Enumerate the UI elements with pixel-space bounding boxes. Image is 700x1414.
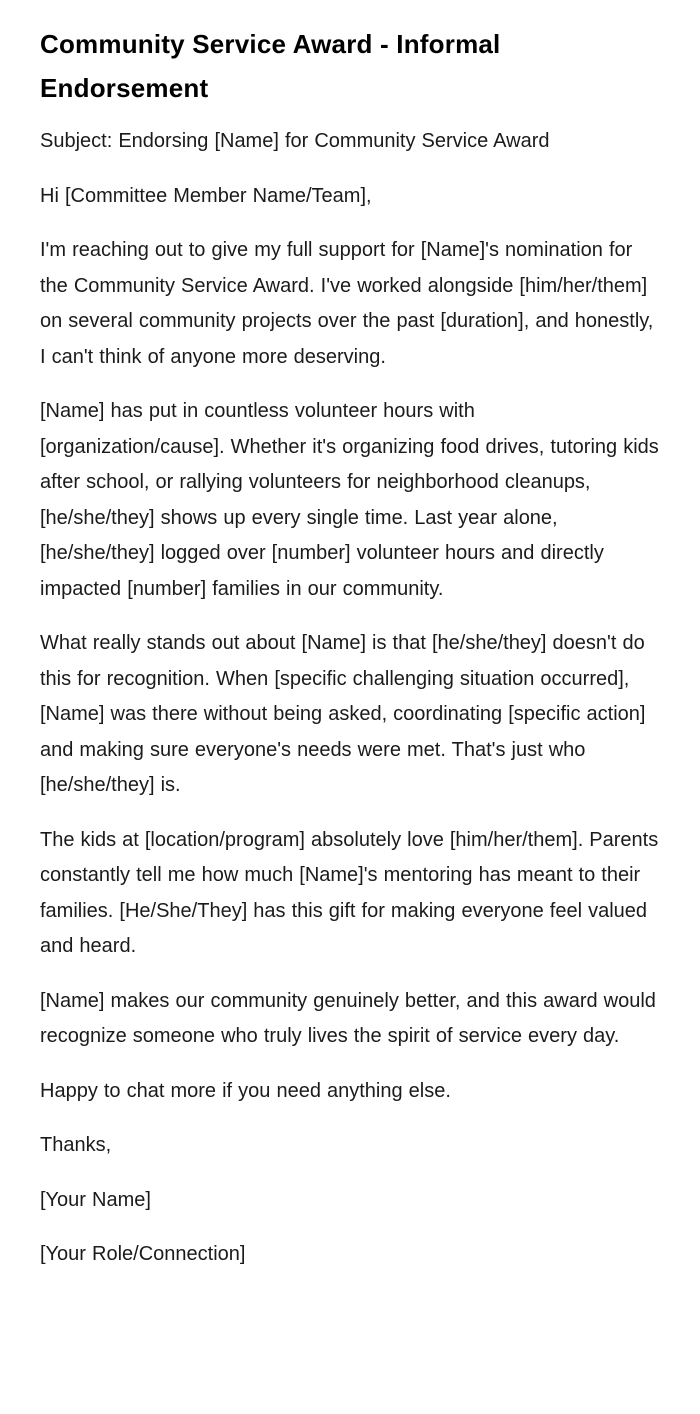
signoff-thanks: Thanks, xyxy=(40,1134,112,1156)
document-title: Community Service Award - Informal Endorsement xyxy=(40,29,501,103)
signoff-name: [Your Name] xyxy=(40,1188,151,1211)
paragraph-offer: Happy to chat more if you need anything else. xyxy=(40,1079,451,1102)
greeting-line: Hi [Committee Member Name/Team], xyxy=(40,184,372,207)
paragraph-hours: [Name] has put in countless volunteer hours with [organization/cause]. Whether it's organizing food drives, tutoring kids after school, or rallying volunteers for neighborhood cleanups, [he/she/they] shows up every single time. Last year alone, [he/she/they] logged over [number] volunteer hours and directly impacted [number] families in our community. xyxy=(40,400,659,600)
subject-line: Subject: Endorsing [Name] for Community Service Award xyxy=(40,130,550,152)
signoff-role: [Your Role/Connection] xyxy=(40,1243,246,1265)
paragraph-character: What really stands out about [Name] is that [he/she/they] doesn't do this for recognition. When [specific challenging situation occurred], [Name] was there without being asked, coordinating [specific action] and making sure everyone's needs were met. That's just who [he/she/they] is. xyxy=(40,632,646,796)
paragraph-closing: [Name] makes our community genuinely better, and this award would recognize someone who truly lives the spirit of service every day. xyxy=(40,989,656,1047)
paragraph-kids: The kids at [location/program] absolutely love [him/her/them]. Parents constantly tell me how much [Name]'s mentoring has meant to their families. [He/She/They] has this gift for making everyone feel valued and heard. xyxy=(40,828,659,957)
paragraph-support: I'm reaching out to give my full support for [Name]'s nomination for the Community Service Award. I've worked alongside [him/her/them] on several community projects over the past [duration], and honestly, I can't think of anyone more deserving. xyxy=(40,239,654,368)
